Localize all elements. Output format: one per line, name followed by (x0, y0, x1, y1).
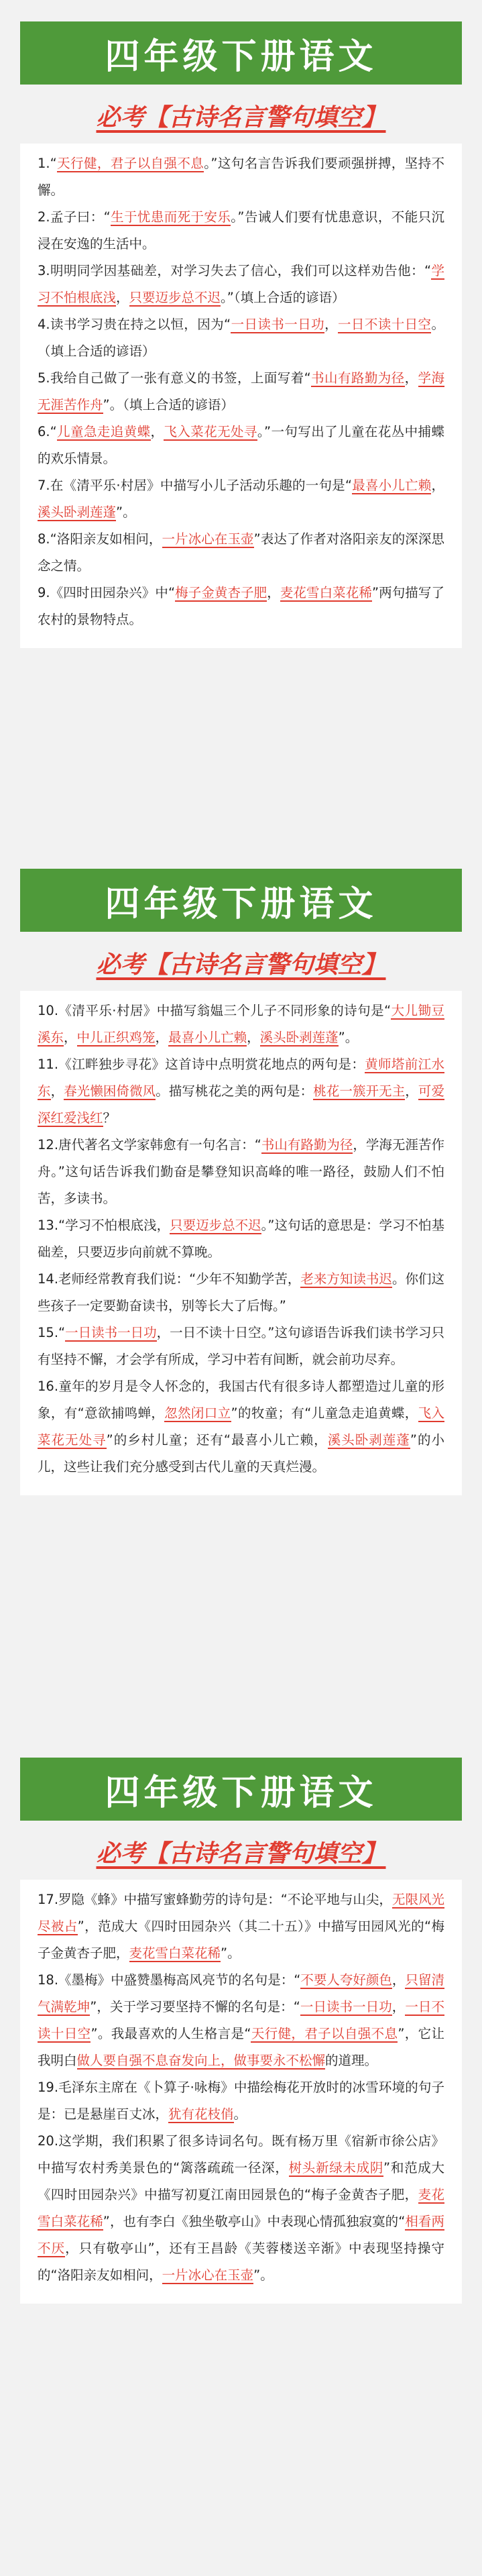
answer-text: 书山有路勤为径 (310, 370, 405, 386)
banner-title: 四年级下册语文 (20, 1758, 462, 1821)
answer-text: 犹有花枝俏 (168, 2106, 234, 2122)
question-text: ， (391, 1999, 406, 2015)
answer-text: 树头新绿未成阴 (288, 2160, 384, 2176)
question-text: 。（填上合适的谚语） (38, 317, 444, 359)
question-text: ”的小儿，这些让我们充分感受到古代儿童的天真烂漫。 (38, 1432, 444, 1474)
answer-text: 老来方知读书迟 (300, 1271, 392, 1287)
question-text: 6.“ (38, 424, 57, 439)
banner-title: 四年级下册语文 (20, 869, 462, 932)
answer-text: 可爱深红爱浅红 (38, 1083, 444, 1126)
question-text: ， (267, 585, 280, 600)
answer-text: 一日读书一日功 (300, 1999, 392, 2015)
answer-text: 一日不读十日空 (38, 1999, 444, 2041)
question-text: 1.“ (38, 156, 57, 171)
question-item (38, 526, 444, 580)
question-text: ”，关于学习要坚持不懈的名句是：“ (90, 1999, 300, 2015)
question-text: ”，也有李白《独坐敬亭山》中表现心情孤独寂寞的“ (103, 2214, 406, 2229)
question-text: ，只有敬亭山”，还有王昌龄《芙蓉楼送辛渐》中表现坚持操守的“洛阳亲友如相问， (38, 2241, 444, 2283)
question-item (38, 2074, 444, 2128)
answer-text: 桃花一簇开无主 (313, 1083, 406, 1099)
answer-text: 飞入菜花无处寻 (164, 424, 257, 439)
question-item (38, 419, 444, 472)
section-subtitle: 必考【古诗名言警句填空】 (96, 1839, 386, 1868)
question-list (20, 991, 462, 1495)
question-text: ， (50, 1083, 64, 1099)
answer-text: 大儿锄豆溪东 (38, 1003, 444, 1045)
answer-text: 飞入菜花无处寻 (38, 1405, 444, 1448)
question-text: ”。 (338, 1030, 359, 1045)
question-text: 18.《墨梅》中盛赞墨梅高风亮节的名句是：“ (38, 1972, 301, 1988)
question-item (38, 311, 444, 365)
answer-text: 一日不读十日空 (338, 317, 432, 332)
question-text: ”。（填上合适的谚语） (103, 397, 234, 413)
question-item (38, 258, 444, 311)
question-text: 16.童年的岁月是令人怀念的，我国古代有很多诗人都塑造过儿童的形象，有“意欲捕鸣蝉， (38, 1379, 444, 1421)
answer-text: 只要迈步总不迟 (170, 1218, 261, 1233)
question-text: 13.“学习不怕根底浅， (38, 1218, 170, 1233)
question-item (38, 204, 444, 258)
answer-text: 天行健，君子以自强不息 (251, 2026, 398, 2041)
question-text: 8.“洛阳亲友如相问， (38, 531, 162, 547)
answer-text: 溪头卧剥莲蓬 (38, 504, 117, 520)
question-text: ，学海无涯苦作舟。”这句话告诉我们勤奋是攀登知识高峰的唯一路径，鼓励人们不怕苦，多读书。 (38, 1137, 444, 1206)
section-subtitle: 必考【古诗名言警句填空】 (96, 951, 386, 979)
answer-text: 黄师塔前江水东 (38, 1057, 444, 1099)
question-text: ”。 (221, 1945, 241, 1961)
section-subtitle: 必考【古诗名言警句填空】 (96, 103, 386, 131)
question-text: 5.我给自己做了一张有意义的书签，上面写着“ (38, 370, 311, 386)
question-list (20, 1880, 462, 2304)
answer-text: 梅子金黄杏子肥 (175, 585, 267, 600)
question-text: ？ (103, 1110, 117, 1126)
banner-title: 四年级下册语文 (20, 21, 462, 85)
question-text: ， (391, 1972, 406, 1988)
question-text: 15.“ (38, 1325, 66, 1340)
question-text: 。”这句名言告诉我们要顽强拼搏，坚持不懈。 (38, 156, 444, 198)
question-text: 20.这学期，我们积累了很多诗词名句。既有杨万里《宿新市徐公店》中描写农村秀美景色的“篱落疏疏一径深， (38, 2133, 444, 2176)
question-text: ， (405, 1083, 418, 1099)
question-item (38, 2128, 444, 2289)
question-text: ”的牧童；有“儿童急走追黄蝶， (231, 1405, 418, 1421)
question-text: 14.老师经常教育我们说：“少年不知勤学苦， (38, 1271, 301, 1287)
answer-text: 忽然闭口立 (164, 1405, 231, 1421)
question-item (38, 150, 444, 204)
question-text: ， (64, 1030, 77, 1045)
question-text: 。你们这些孩子一定要勤奋读书，别等长大了后悔。” (38, 1271, 444, 1313)
answer-text: 最喜小儿亡赖 (168, 1030, 247, 1045)
question-text: 。”告诫人们要有忧患意识，不能只沉浸在安逸的生活中。 (38, 209, 444, 252)
answer-text: 无限风光尽被占 (38, 1892, 444, 1934)
answer-text: 儿童急走追黄蝶 (56, 424, 151, 439)
question-text: 的道理。 (325, 2053, 378, 2068)
answer-text: 做人要自强不息奋发向上，做事要永不松懈 (76, 2053, 326, 2068)
question-text: ， (150, 424, 164, 439)
question-text: ， (116, 290, 129, 305)
question-text: 。”（填上合适的谚语） (221, 290, 345, 305)
question-text: ”。我最喜欢的人生格言是“ (91, 2026, 251, 2041)
answer-text: 一片冰心在玉壶 (162, 531, 254, 547)
question-text: ”，范成大《四时田园杂兴（其二十五）》中描写田园风光的“梅子金黄杏子肥， (38, 1919, 444, 1961)
question-item (38, 1373, 444, 1481)
answer-text: 生于忧患而死于安乐 (110, 209, 231, 225)
question-item (38, 1212, 444, 1266)
question-text: ， (247, 1030, 260, 1045)
answer-text: 春光懒困倚微风 (64, 1083, 156, 1099)
question-text: ”，它让我明白 (38, 2026, 444, 2068)
question-text: ， (404, 370, 418, 386)
answer-text: 天行健，君子以自强不息 (56, 156, 204, 171)
answer-text: 中儿正织鸡笼 (76, 1030, 156, 1045)
answer-text: 学海无涯苦作舟 (38, 370, 444, 413)
question-text: 10.《清平乐·村居》中描写翁媪三个儿子不同形象的诗句是“ (38, 1003, 391, 1018)
answer-text: 只要迈步总不迟 (129, 290, 221, 305)
question-text: 19.毛泽东主席在《卜算子·咏梅》中描绘梅花开放时的冰雪环境的句子是：已是悬崖百丈冰， (38, 2080, 444, 2122)
question-text: ”两句描写了农村的景物特点。 (38, 585, 444, 627)
question-text: ”和范成大《四时田园杂兴》中描写初夏江南田园景色的“梅子金黄杏子肥， (38, 2160, 444, 2202)
question-text: 2.孟子曰：“ (38, 209, 111, 225)
answer-text: 不要人夸好颜色 (300, 1972, 392, 1988)
question-text: ”的乡村儿童；还有“最喜小儿亡赖， (106, 1432, 328, 1448)
question-text: 4.读书学习贵在持之以恒，因为“ (38, 317, 231, 332)
question-text: 。 (233, 2106, 247, 2122)
answer-text: 学习不怕根底浅 (38, 263, 444, 305)
question-item (38, 580, 444, 633)
question-item (38, 1132, 444, 1212)
question-text: ，一日不读十日空。”这句谚语告诉我们读书学习只有坚持不懈，才会学有所成，学习中若有间断，就会前功尽弃。 (38, 1325, 444, 1367)
question-item (38, 1266, 444, 1320)
section-3 (20, 1758, 462, 2304)
answer-text: 麦花雪白菜花稀 (129, 1945, 221, 1961)
section-2 (20, 869, 462, 1495)
question-text: ”表达了作者对洛阳亲友的深深思念之情。 (38, 531, 444, 574)
question-text: 7.在《清平乐·村居》中描写小儿子活动乐趣的一句是“ (38, 478, 352, 493)
answer-text: 一日读书一日功 (231, 317, 325, 332)
question-item (38, 998, 444, 1051)
answer-text: 溪头卧剥莲蓬 (259, 1030, 339, 1045)
answer-text: 麦花雪白菜花稀 (38, 2187, 444, 2229)
question-text: 11.《江畔独步寻花》这首诗中点明赏花地点的两句是： (38, 1057, 365, 1072)
question-text: 12.唐代著名文学家韩愈有一句名言：“ (38, 1137, 261, 1152)
answer-text: 一日读书一日功 (65, 1325, 157, 1340)
question-item (38, 1320, 444, 1373)
answer-text: 相看两不厌 (38, 2214, 444, 2256)
question-list (20, 144, 462, 648)
question-item (38, 1051, 444, 1132)
question-text: 。描写桃花之美的两句是： (156, 1083, 314, 1099)
question-text: 。”这句话的意思是：学习不怕基础差，只要迈步向前就不算晚。 (38, 1218, 444, 1260)
answer-text: 溪头卧剥莲蓬 (327, 1432, 410, 1448)
question-item (38, 472, 444, 526)
section-1 (20, 21, 462, 648)
question-item (38, 1967, 444, 2074)
question-text: 17.罗隐《蜂》中描写蜜蜂勤劳的诗句是：“不论平地与山尖， (38, 1892, 392, 1907)
question-text: ， (431, 478, 444, 493)
answer-text: 只留清气满乾坤 (38, 1972, 444, 2015)
question-text: ， (324, 317, 338, 332)
question-item (38, 1886, 444, 1967)
question-text: 9.《四时田园杂兴》中“ (38, 585, 176, 600)
question-text: 。”一句写出了儿童在花丛中捕蝶的欢乐情景。 (38, 424, 444, 466)
answer-text: 最喜小儿亡赖 (352, 478, 432, 493)
question-text: ， (155, 1030, 169, 1045)
question-text: 3.明明同学因基础差，对学习失去了信心，我们可以这样劝告他：“ (38, 263, 432, 278)
answer-text: 书山有路勤为径 (261, 1137, 353, 1152)
question-text: ”。 (253, 2267, 274, 2283)
question-text: ”。 (116, 504, 136, 520)
answer-text: 麦花雪白菜花稀 (280, 585, 372, 600)
question-item (38, 365, 444, 419)
answer-text: 一片冰心在玉壶 (162, 2267, 254, 2283)
